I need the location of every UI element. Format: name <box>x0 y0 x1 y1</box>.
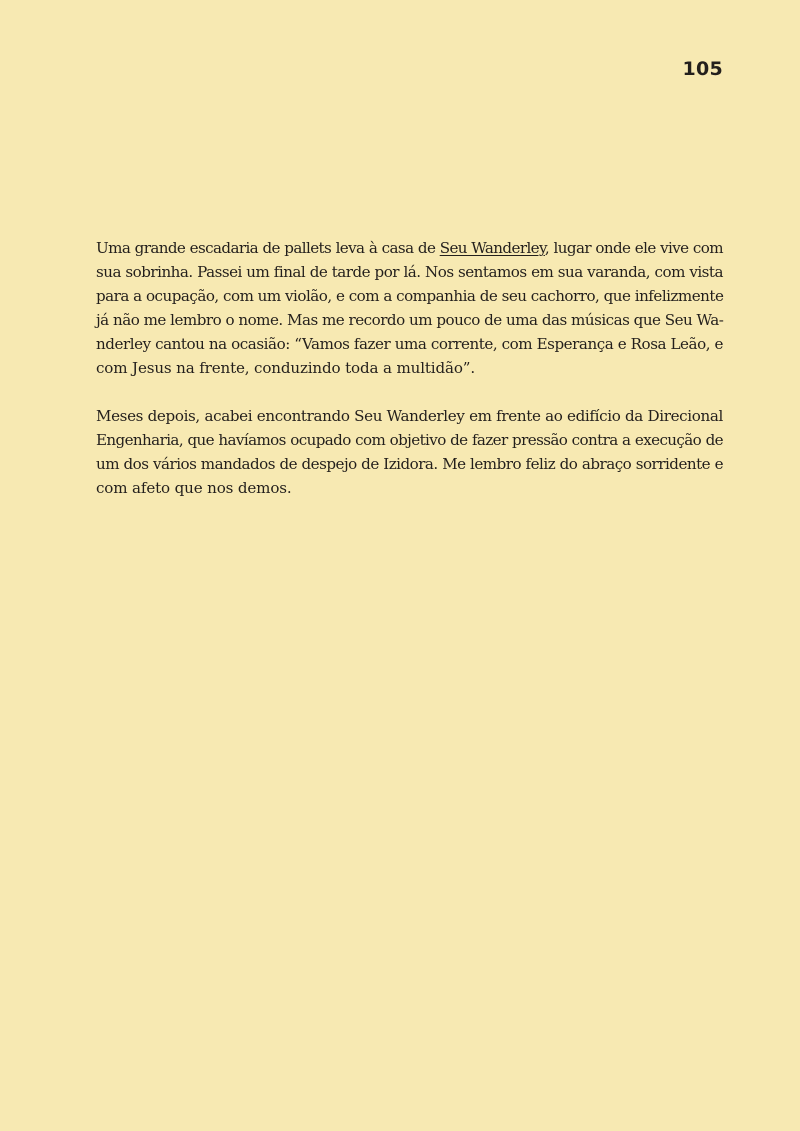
text-line: com afeto que nos demos. <box>96 479 292 498</box>
paragraph-2 <box>96 404 723 500</box>
text-line: nderley cantou na ocasião: “Vamos fazer uma corrente, com Esperança e Rosa Leão, e <box>96 335 723 354</box>
text-segment: Uma grande escadaria de pallets leva à casa de <box>96 239 440 257</box>
text-line: sua sobrinha. Passei um final de tarde por lá. Nos sentamos em sua varanda, com vista <box>96 263 723 282</box>
text-segment: , lugar onde ele vive com <box>544 239 723 257</box>
text-line: para a ocupação, com um violão, e com a companhia de seu cachorro, que infelizmente <box>96 287 724 306</box>
text-line: Engenharia, que havíamos ocupado com objetivo de fazer pressão contra a execução de <box>96 430 723 449</box>
text-line: Meses depois, acabei encontrando Seu Wanderley em frente ao edifício da Direcional <box>96 406 723 425</box>
text-line: com Jesus na frente, conduzindo toda a multidão”. <box>96 359 475 378</box>
page-number: 105 <box>682 58 723 80</box>
text-line: um dos vários mandados de despejo de Izidora. Me lembro feliz do abraço sorridente e <box>96 455 723 474</box>
seu-wanderley-link[interactable]: Seu Wanderley <box>439 239 545 257</box>
body-text <box>96 236 723 500</box>
paragraph-1 <box>96 236 723 381</box>
text-line <box>96 236 723 260</box>
text-line: já não me lembro o nome. Mas me recordo um pouco de uma das músicas que Seu Wa- <box>96 311 724 330</box>
